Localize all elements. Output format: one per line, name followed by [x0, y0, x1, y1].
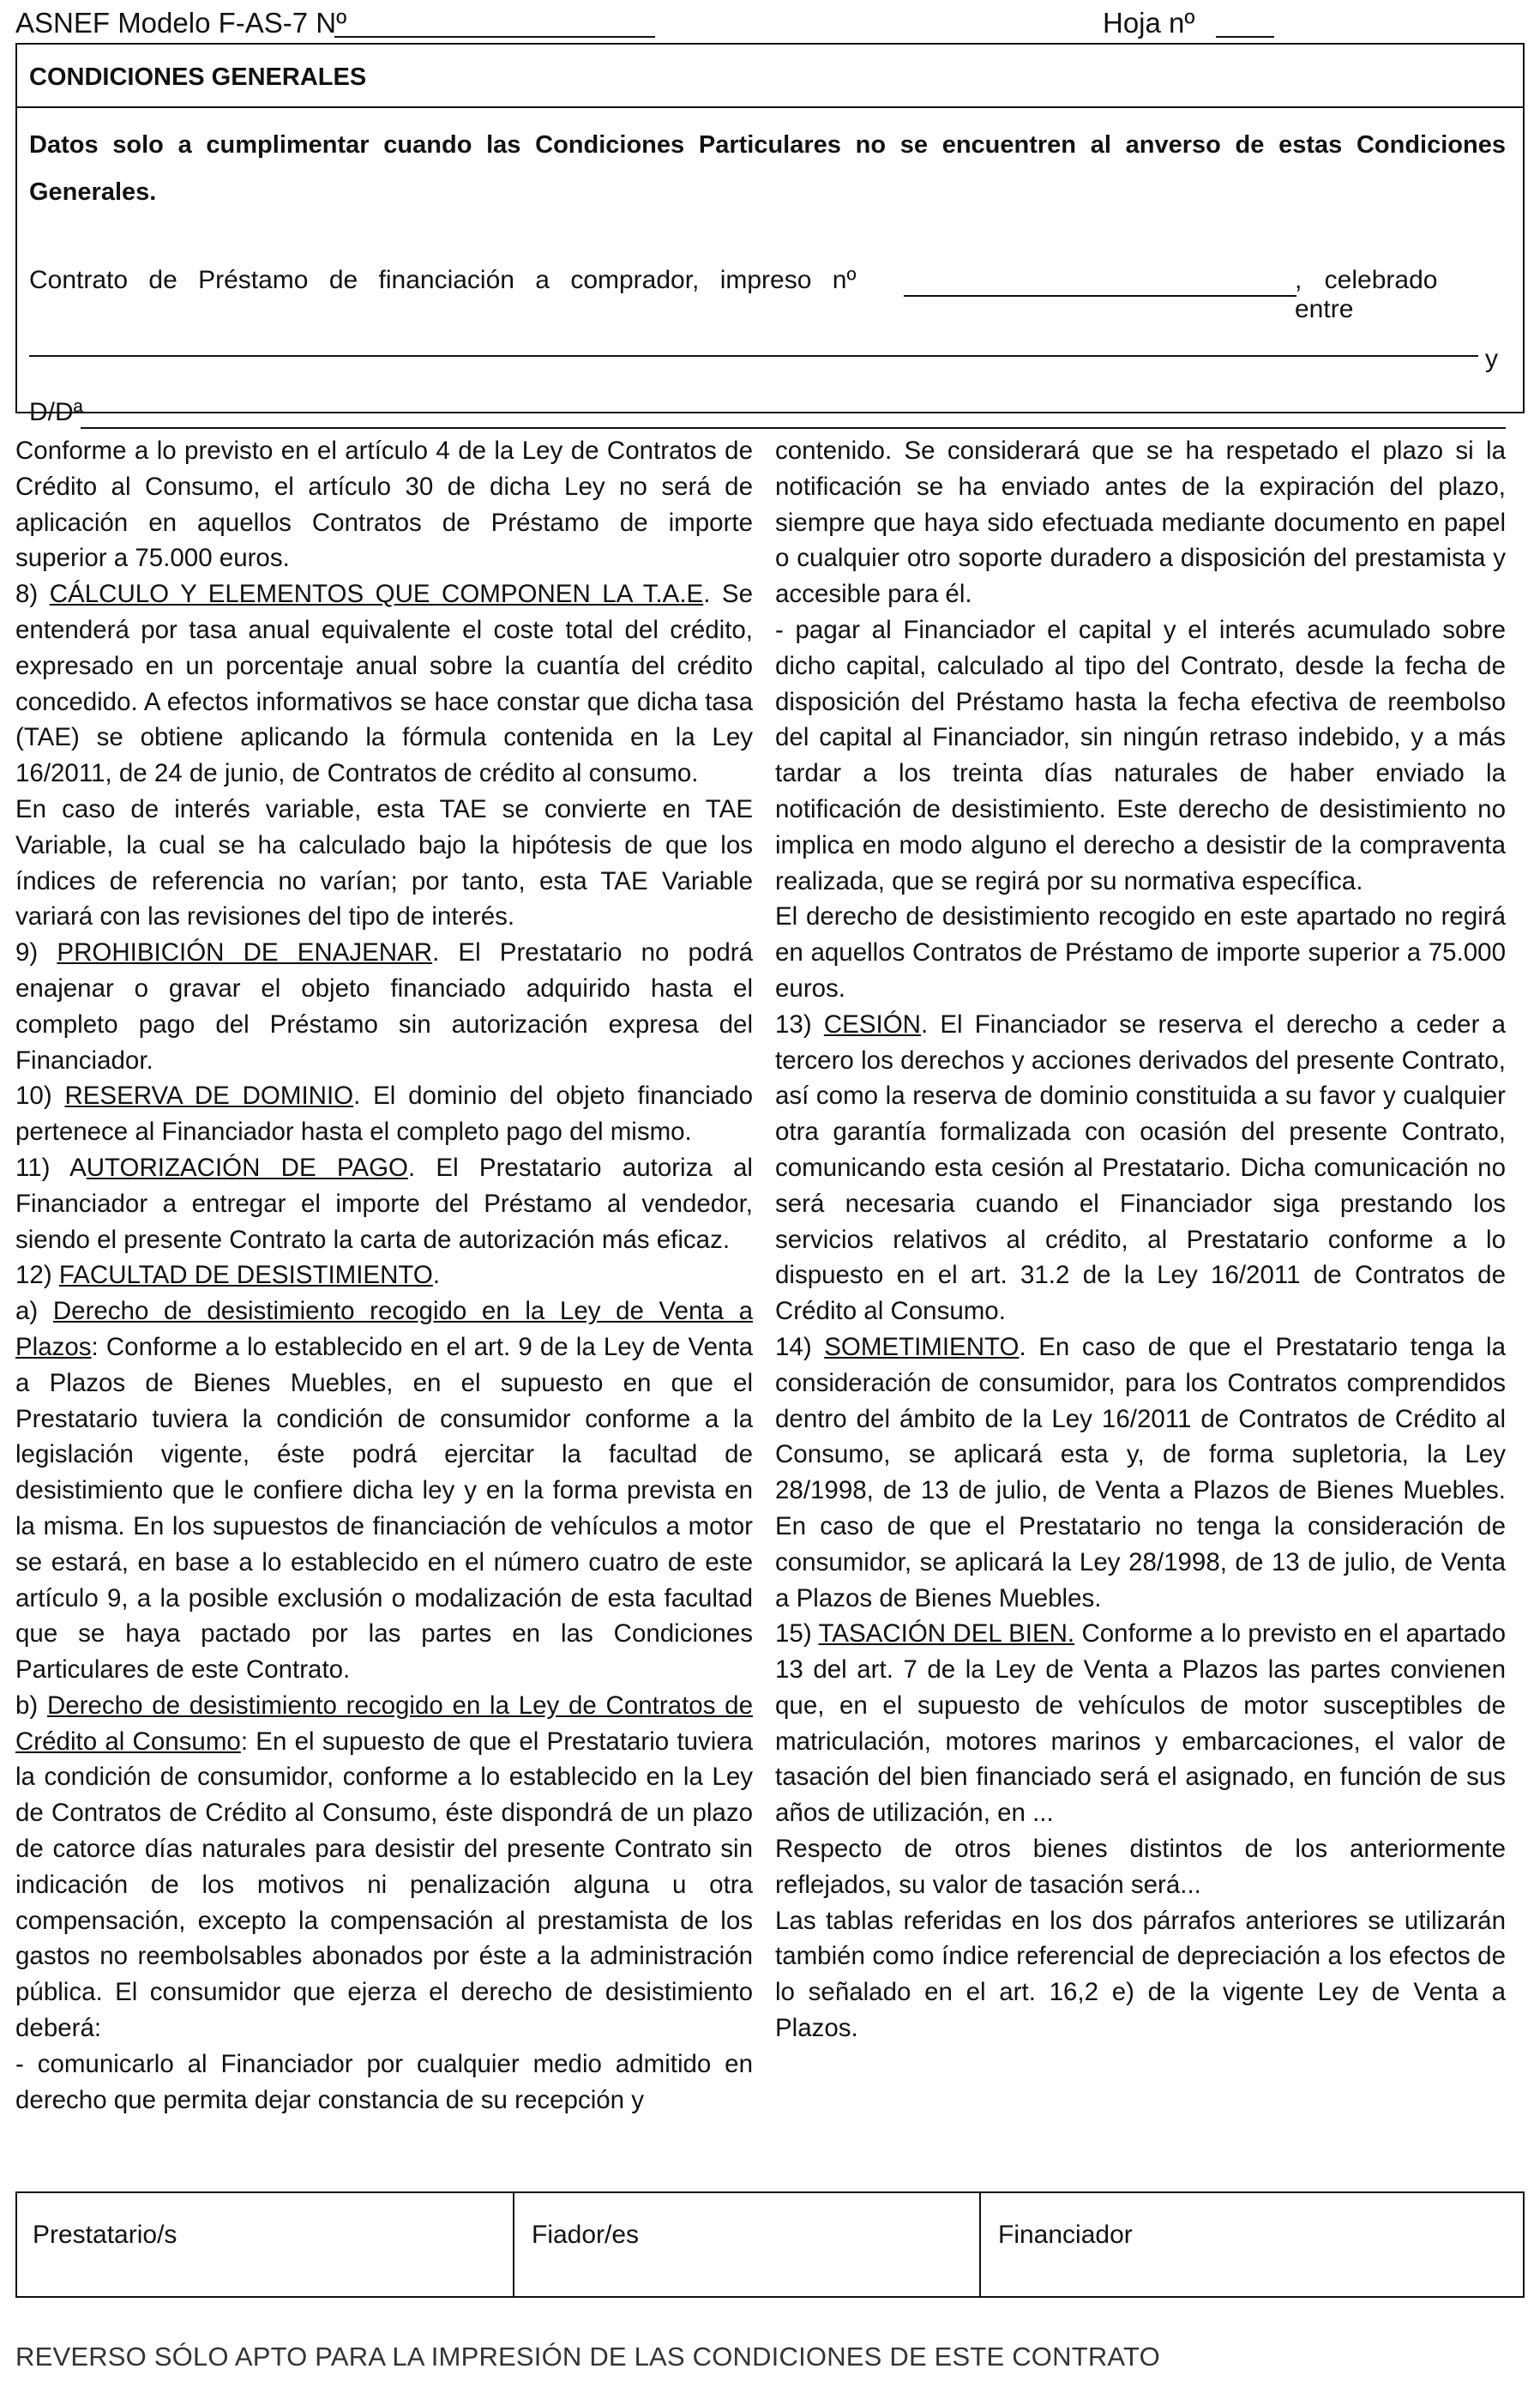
clause-number: 15): [775, 1619, 812, 1649]
clause-12a: [15, 1293, 753, 1688]
clause-title: RESERVA DE DOMINIO: [64, 1082, 354, 1111]
clause-8: [15, 576, 753, 792]
clause-number: 10): [15, 1082, 52, 1111]
clause-text: . El Financiador se reserva el derecho a ceder a tercero los derechos y acciones derivados del presente Contrato, así como la reserva de dominio constituida a su favor y cualquier otra garantía formalizada con ocasión del presente Contrato, comunicando esta cesión al Prestatario. Dicha comunicación no será necesaria cuando el Financiador siga prestando los servicios relativos al crédito, al Prestatario conforme a lo dispuesto en el art. 31.2 de la Ley 16/2011 de Contratos de Crédito al Consumo.: [775, 1010, 1506, 1326]
borrower-signature-cell: Prestatario/s: [17, 2193, 514, 2296]
clause-title: PROHIBICIÓN DE ENAJENAR: [57, 938, 433, 967]
clause-12: [15, 1257, 753, 1293]
dd-blank-line: [81, 427, 1506, 429]
clause-text: .: [432, 1261, 441, 1290]
clause-title: CÁLCULO Y ELEMENTOS QUE COMPONEN LA T.A.E: [49, 580, 704, 609]
clause-13: [775, 1007, 1506, 1329]
clause-number: 13): [775, 1010, 812, 1039]
clause-paragraph: En caso de interés variable, esta TAE se convierte en TAE Variable, la cual se ha calculado bajo la hipótesis de que los índices de referencia no varían; por tanto, esta TAE Variable variará con las revisiones del tipo de interés.: [15, 794, 753, 931]
signature-box: [15, 2191, 1525, 2298]
general-conditions-box: [15, 43, 1525, 426]
clause-text: . Se entenderá por tasa anual equivalente el coste total del crédito, expresado en un porcentaje anual sobre la cuantía del crédito concedido. A efectos informativos se hace constar que dicha tasa (TAE) se obtiene aplicando la fórmula contenida en la Ley 16/2011, de 24 de junio, de Contratos de crédito al consumo.: [15, 580, 753, 788]
clause-text: . El Prestatario autoriza al Financiador a entregar el importe del Préstamo al vendedor, siendo el presente Contrato la carta de autorización más eficaz.: [15, 1153, 753, 1254]
clause-number: 11) A: [15, 1153, 87, 1182]
model-number-blank: [334, 36, 655, 38]
clause-text: . El Prestatario no podrá enajenar o gravar el objeto financiado adquirido hasta el completo pago del Préstamo sin autorización expresa del Financiador.: [15, 938, 753, 1075]
clause-number: 9): [15, 938, 39, 967]
clause-text: . El dominio del objeto financiado pertenece al Financiador hasta el completo pago del mismo.: [15, 1082, 754, 1147]
clause-title: FACULTAD DE DESISTIMIENTO: [58, 1261, 433, 1290]
clause-text: . En caso de que el Prestatario tenga la consideración de consumidor, para los Contratos comprendidos dentro del ámbito de la Ley 16/2011 de Contratos de Crédito al Consumo, se aplicará esta y, de forma supletoria, la Ley 28/1998, de 13 de julio, de Venta a Plazos de Bienes Muebles. En caso de que el Prestatario no tenga la consideración de consumidor, se aplicará la Ley 28/1998, de 13 de julio, de Venta a Plazos de Bienes Muebles.: [775, 1332, 1506, 1612]
clause-text: : En el supuesto de que el Prestatario tuviera la condición de consumidor, conforme a lo establecido en la Ley de Contratos de Crédito al Consumo, éste dispondrá de un plazo de catorce días naturales para desistir del presente Contrato sin indicación de los motivos ni penalización alguna u otra compensación, excepto la compensación al prestamista de los gastos no reembolsables abonados por éste a la administración pública. El consumidor que ejerza el derecho de desistimiento deberá:: [15, 1727, 753, 2043]
guarantor-signature-cell: Fiador/es: [516, 2193, 981, 2296]
model-number-label: ASNEF Modelo F-AS-7 Nº: [15, 7, 347, 39]
clause-text: : Conforme a lo establecido en el art. 9 de la Ley de Venta a Plazos de Bienes Muebles, en el supuesto en que el Prestatario tuviera la condición de consumidor conforme a la legislación vigente, éste podrá ejercitar la facultad de desistimiento que le confiere dicha ley y en la forma prevista en la misma. En los supuestos de financiación de vehículos a motor se estará, en base a lo establecido en el número cuatro de este artículo 9, a la posible exclusión o modalización de esta facultad que se haya pactado por las partes en las Condiciones Particulares de este Contrato.: [15, 1332, 753, 1685]
clause-number: 14): [775, 1332, 812, 1361]
clause-number: 8): [15, 580, 39, 609]
clause-paragraph: contenido. Se considerará que se ha respetado el plazo si la notificación se ha enviado antes de la expiración del plazo, siempre que haya sido efectuada mediante documento en papel o cualquier otro soporte duradero a disposición del prestamista y accesible para él.: [775, 437, 1506, 609]
clause-title: TASACIÓN DEL BIEN.: [818, 1619, 1075, 1649]
contract-number-blank: [904, 295, 1296, 297]
clause-14: [775, 1329, 1506, 1616]
clause-paragraph: El derecho de desistimiento recogido en este apartado no regirá en aquellos Contratos de Préstamo de importe superior a 75.000 euros.: [775, 902, 1506, 1003]
document-header: [15, 3, 1525, 43]
clause-paragraph: Conforme a lo previsto en el artículo 4 de la Ley de Contratos de Crédito al Consumo, el artículo 30 de dicha Ley no será de aplicación en aquellos Contratos de Préstamo de importe superior a 75.000 euros.: [15, 437, 753, 573]
party-blank-line: [29, 355, 1478, 357]
clause-number: a): [15, 1297, 39, 1326]
clause-title: SOMETIMIENTO: [824, 1332, 1020, 1361]
clause-number: b): [15, 1691, 39, 1720]
clause-paragraph: - pagar al Financiador el capital y el interés acumulado sobre dicho capital, calculado al tipo del Contrato, desde la fecha de disposición del Préstamo hasta la fecha efectiva de reembolso del capital al Financiador, sin ningún retraso indebido, y a más tardar a los treinta días naturales de haber enviado la notificación de desistimiento. Este derecho de desistimiento no implica en modo alguno el derecho a desistir de la compraventa realizada, que se regirá por su normativa específica.: [775, 615, 1506, 895]
clause-paragraph: Las tablas referidas en los dos párrafos anteriores se utilizarán también como índice referencial de depreciación a los efectos de lo señalado en el art. 16,2 e) de la vigente Ley de Venta a Plazos.: [775, 1906, 1506, 2043]
general-conditions-title: CONDICIONES GENERALES: [17, 45, 1523, 108]
sheet-number-label: Hoja nº: [1103, 7, 1195, 39]
print-notice-footer: REVERSO SÓLO APTO PARA LA IMPRESIÓN DE LAS CONDICIONES DE ESTE CONTRATO: [15, 2342, 1160, 2372]
clause-9: [15, 935, 753, 1078]
clause-11: [15, 1150, 753, 1257]
clause-10: [15, 1078, 753, 1150]
clause-paragraph: Respecto de otros bienes distintos de los anteriormente reflejados, su valor de tasación será...: [775, 1835, 1506, 1899]
dd-label: D/Dª: [29, 398, 83, 426]
clause-text: Conforme a lo previsto en el apartado 13 del art. 7 de la Ley de Venta a Plazos las partes convienen que, en el supuesto de vehículos de motor susceptibles de matriculación, motores marinos y embarcaciones, el valor de tasación del bien financiado será el asignado, en función de sus años de utilización, en ...: [775, 1619, 1506, 1828]
clause-number: 12): [15, 1261, 52, 1290]
conditions-right-column: [775, 433, 1506, 2046]
clause-title: CESIÓN: [823, 1010, 921, 1039]
contract-text-start: Contrato de Préstamo de financiación a comprador, impreso nº: [29, 266, 857, 294]
conditions-left-column: [15, 433, 753, 2118]
clause-paragraph: - comunicarlo al Financiador por cualquier medio admitido en derecho que permita dejar constancia de su recepción y: [15, 2049, 753, 2114]
clause-title: Derecho de desistimiento recogido en la Ley de Venta a Plazos: [15, 1297, 754, 1361]
lender-signature-cell: Financiador: [998, 2221, 1133, 2249]
fill-in-note: Datos solo a cumplimentar cuando las Condiciones Particulares no se encuentren al anverso de estas Condiciones Generales.: [29, 131, 1506, 206]
contract-text-end: , celebrado entre: [1295, 266, 1438, 323]
party-conjunction: y: [1485, 345, 1498, 373]
clause-title: UTORIZACIÓN DE PAGO: [86, 1153, 408, 1182]
clause-12b: [15, 1688, 753, 2046]
clause-title: Derecho de desistimiento recogido en la Ley de Contratos de Crédito al Consumo: [15, 1691, 753, 1756]
sheet-number-blank: [1216, 36, 1274, 38]
clause-15: [775, 1616, 1506, 1831]
